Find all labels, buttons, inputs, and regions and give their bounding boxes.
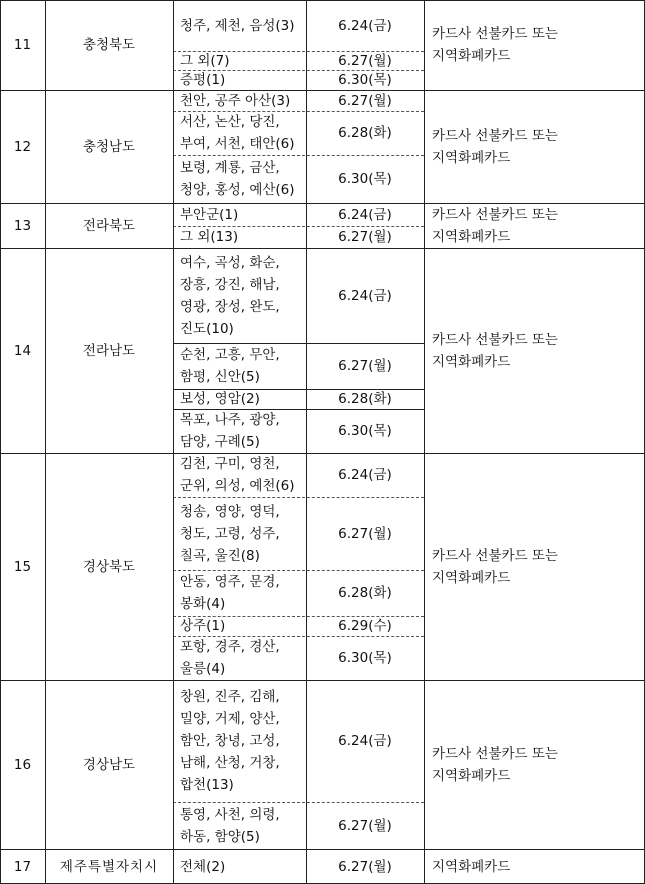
row-number: 16	[13, 756, 32, 773]
row-border	[0, 90, 645, 91]
row-number: 15	[13, 558, 32, 575]
row-number: 11	[13, 37, 32, 53]
column-border	[306, 0, 307, 884]
province-name: 충청북도	[82, 37, 136, 53]
province-name: 경상북도	[82, 558, 136, 575]
payment-method	[424, 453, 645, 680]
region-list	[173, 570, 306, 616]
payment-date: 6.30(목)	[338, 650, 392, 666]
region-list	[173, 70, 306, 90]
row-number: 12	[13, 138, 32, 155]
payment-date: 6.30(목)	[338, 423, 392, 439]
entry-divider-dashed	[173, 111, 424, 112]
cell-text: 지역화폐카드	[432, 858, 511, 875]
row-border	[0, 203, 645, 204]
payment-method	[424, 0, 645, 90]
entry-divider-dashed	[173, 570, 424, 571]
payment-date: 6.24(금)	[338, 467, 392, 483]
region-list	[173, 389, 306, 409]
cell-text: 천안, 공주 아산(3)	[180, 92, 291, 109]
cell-text: 김천, 구미, 영천, 군위, 의성, 예천(6)	[180, 456, 295, 494]
region-list	[173, 636, 306, 680]
entry-divider-dashed	[173, 636, 424, 637]
payment-date: 6.24(금)	[338, 287, 392, 304]
cell-text: 증평(1)	[180, 72, 226, 88]
cell-text: 청송, 영양, 영덕, 청도, 고령, 성주, 칠곡, 울진(8)	[180, 503, 280, 564]
region-list	[173, 226, 306, 248]
cell-text: 그 외(13)	[180, 229, 239, 245]
cell-text: 포항, 경주, 경산, 울릉(4)	[180, 639, 280, 677]
region-list	[173, 0, 306, 51]
cell-text: 순천, 고흥, 무안, 함평, 신안(5)	[180, 347, 280, 385]
cell-text: 상주(1)	[180, 618, 226, 634]
cell-text: 카드사 선불카드 또는 지역화폐카드	[432, 206, 558, 245]
row-border	[0, 849, 645, 850]
cell-text: 부안군(1)	[180, 206, 239, 223]
cell-text: 청주, 제천, 음성(3)	[180, 17, 295, 34]
region-list	[173, 51, 306, 70]
region-list	[173, 802, 306, 849]
payment-method	[424, 849, 645, 884]
cell-text: 카드사 선불카드 또는 지역화폐카드	[432, 547, 558, 586]
region-list	[173, 90, 306, 111]
row-border	[0, 680, 645, 681]
cell-text: 전체(2)	[180, 858, 226, 875]
region-list	[173, 155, 306, 203]
row-number: 14	[13, 342, 32, 359]
entry-divider	[173, 343, 424, 344]
region-list	[173, 409, 306, 453]
region-list	[173, 453, 306, 497]
cell-text: 그 외(7)	[180, 52, 230, 69]
entry-divider-dashed	[173, 497, 424, 498]
entry-divider	[173, 409, 424, 410]
column-border	[424, 0, 425, 884]
cell-text: 보성, 영암(2)	[180, 391, 260, 407]
cell-text: 카드사 선불카드 또는 지역화폐카드	[432, 127, 558, 166]
region-list	[173, 497, 306, 570]
row-border	[0, 0, 645, 1]
payment-date: 6.27(월)	[338, 817, 392, 834]
cell-text: 보령, 계룡, 금산, 청양, 홍성, 예산(6)	[180, 160, 295, 198]
row-number: 13	[13, 217, 32, 234]
payment-date: 6.27(월)	[338, 92, 392, 109]
payment-date: 6.27(월)	[338, 229, 392, 245]
entry-divider-dashed	[173, 226, 424, 227]
province-name: 충청남도	[82, 138, 136, 155]
payment-date: 6.28(화)	[338, 125, 392, 141]
payment-date: 6.27(월)	[338, 858, 392, 875]
entry-divider-dashed	[173, 155, 424, 156]
entry-divider	[173, 389, 424, 390]
entry-divider-dashed	[173, 70, 424, 71]
payment-method	[424, 203, 645, 248]
payment-date: 6.30(목)	[338, 171, 392, 187]
row-border	[0, 453, 645, 454]
payment-date: 6.24(금)	[338, 206, 392, 223]
payment-date: 6.24(금)	[338, 17, 392, 34]
payment-method	[424, 680, 645, 849]
column-border	[45, 0, 46, 884]
column-border	[0, 0, 1, 884]
region-list	[173, 680, 306, 802]
entry-divider-dashed	[173, 51, 424, 52]
payment-date: 6.27(월)	[338, 358, 392, 374]
region-list	[173, 849, 306, 884]
row-number: 17	[13, 858, 32, 875]
payment-method	[424, 90, 645, 203]
payment-date: 6.30(목)	[338, 72, 392, 88]
cell-text: 여수, 곡성, 화순, 장흥, 강진, 해남, 영광, 장성, 완도, 진도(10)	[180, 254, 280, 337]
cell-text: 카드사 선불카드 또는 지역화폐카드	[432, 745, 558, 784]
cell-text: 창원, 진주, 김해, 밀양, 거제, 양산, 함안, 창녕, 고성, 남해, 산청, 거창, 합천(13)	[180, 689, 280, 793]
region-list	[173, 248, 306, 343]
payment-date: 6.28(화)	[338, 391, 392, 407]
payment-date: 6.28(화)	[338, 585, 392, 601]
province-name: 전라북도	[82, 217, 136, 234]
region-list	[173, 111, 306, 155]
payment-method	[424, 248, 645, 453]
payment-date: 6.29(수)	[338, 618, 392, 634]
payment-date: 6.27(월)	[338, 52, 392, 69]
cell-text: 목포, 나주, 광양, 담양, 구례(5)	[180, 412, 280, 450]
cell-text: 카드사 선불카드 또는 지역화폐카드	[432, 331, 558, 370]
column-border	[173, 0, 174, 884]
payment-date: 6.27(월)	[338, 525, 392, 542]
entry-divider-dashed	[173, 802, 424, 803]
payment-date: 6.24(금)	[338, 733, 392, 749]
entry-divider-dashed	[173, 616, 424, 617]
cell-text: 서산, 논산, 당진, 부여, 서천, 태안(6)	[180, 114, 295, 152]
row-border	[0, 248, 645, 249]
cell-text: 통영, 사천, 의령, 하동, 함양(5)	[180, 806, 280, 845]
cell-text: 안동, 영주, 문경, 봉화(4)	[180, 574, 280, 612]
cell-text: 카드사 선불카드 또는 지역화폐카드	[432, 26, 558, 64]
region-list	[173, 203, 306, 226]
region-list	[173, 343, 306, 389]
region-list	[173, 616, 306, 636]
province-name: 전라남도	[82, 342, 136, 359]
province-name: 제주특별자치시	[59, 858, 159, 875]
province-name: 경상남도	[82, 756, 136, 773]
